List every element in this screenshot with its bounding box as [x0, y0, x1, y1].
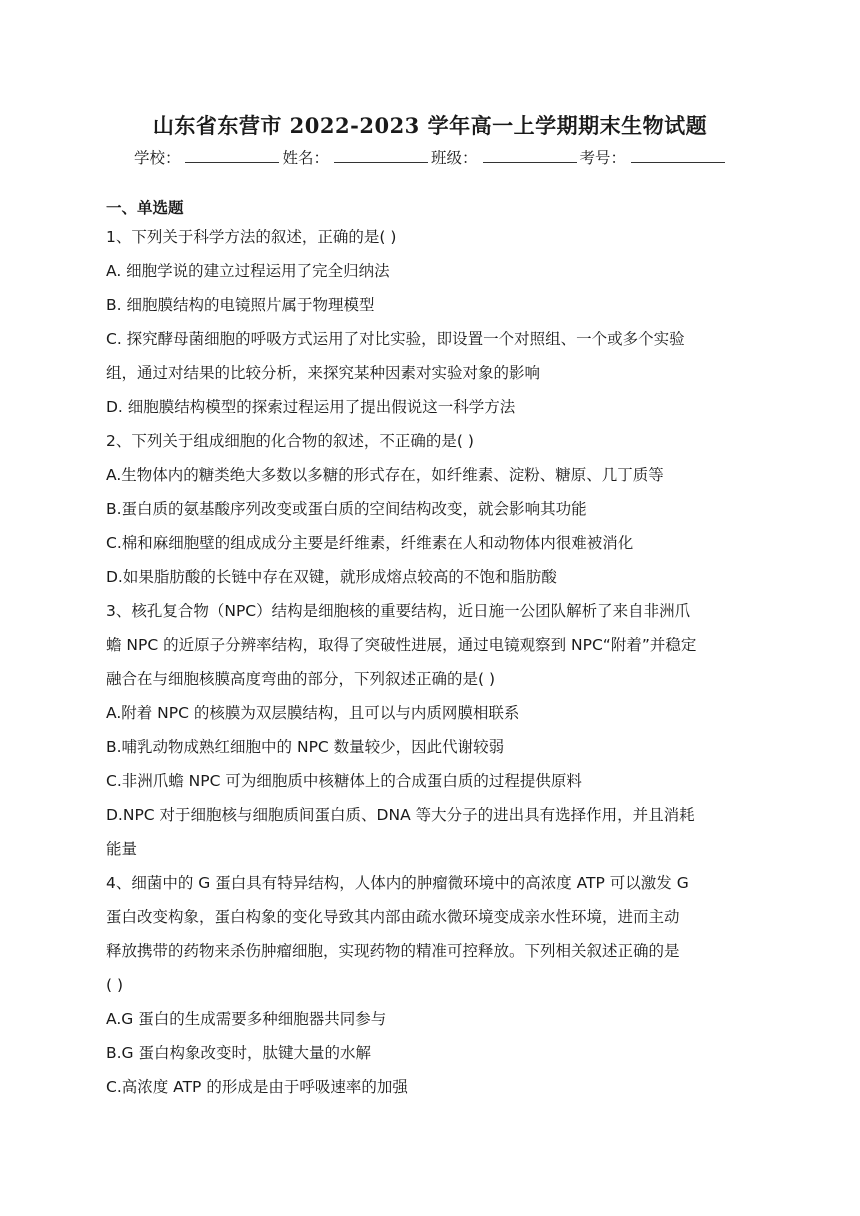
text-line: D. 细胞膜结构模型的探索过程运用了提出假说这一科学方法: [106, 398, 516, 416]
text-line: 释放携带的药物来杀伤肿瘤细胞，实现药物的精准可控释放。下列相关叙述正确的是: [106, 942, 680, 960]
text-line: B.哺乳动物成熟红细胞中的 NPC 数量较少，因此代谢较弱: [106, 738, 505, 756]
text-line: A.G 蛋白的生成需要多种细胞器共同参与: [106, 1010, 387, 1028]
class-blank: [483, 147, 577, 163]
section-title: 一、单选题: [106, 199, 184, 217]
text-line: D.NPC 对于细胞核与细胞质间蛋白质、DNA 等大分子的进出具有选择作用，并且消耗: [106, 806, 695, 824]
text-line: B. 细胞膜结构的电镜照片属于物理模型: [106, 296, 375, 314]
text-line: C.非洲爪蟾 NPC 可为细胞质中核糖体上的合成蛋白质的过程提供原料: [106, 772, 582, 790]
text-line: A. 细胞学说的建立过程运用了完全归纳法: [106, 262, 390, 280]
number-blank: [631, 147, 725, 163]
text-line: B.蛋白质的氨基酸序列改变或蛋白质的空间结构改变，就会影响其功能: [106, 500, 587, 518]
text-line: C.棉和麻细胞壁的组成成分主要是纤维素，纤维素在人和动物体内很难被消化: [106, 534, 634, 552]
text-line: D.如果脂肪酸的长链中存在双键，就形成熔点较高的不饱和脂肪酸: [106, 568, 557, 586]
text-line: 4、细菌中的 G 蛋白具有特异结构，人体内的肿瘤微环境中的高浓度 ATP 可以激发 G: [106, 874, 689, 892]
student-info-row: [0, 146, 860, 168]
text-line: C. 探究酵母菌细胞的呼吸方式运用了对比实验，即设置一个对照组、一个或多个实验: [106, 330, 685, 348]
text-line: 蟾 NPC 的近原子分辨率结构，取得了突破性进展，通过电镜观察到 NPC“附着”并稳定: [106, 636, 697, 654]
text-line: 能量: [106, 840, 138, 858]
text-line: A.生物体内的糖类绝大多数以多糖的形式存在，如纤维素、淀粉、糖原、几丁质等: [106, 466, 664, 484]
school-blank: [185, 147, 279, 163]
text-line: 融合在与细胞核膜高度弯曲的部分，下列叙述正确的是( ): [106, 670, 496, 688]
text-line: 3、核孔复合物（NPC）结构是细胞核的重要结构，近日施一公团队解析了来自非洲爪: [106, 602, 691, 620]
question-body: [106, 220, 766, 1104]
text-line: ( ): [106, 976, 124, 994]
number-label: 考号：: [579, 149, 627, 167]
name-blank: [334, 147, 428, 163]
text-line: 组，通过对结果的比较分析，来探究某种因素对实验对象的影响: [106, 364, 541, 382]
text-line: 1、下列关于科学方法的叙述，正确的是( ): [106, 228, 397, 246]
class-label: 班级：: [431, 149, 478, 167]
text-line: 蛋白改变构象，蛋白构象的变化导致其内部由疏水微环境变成亲水性环境，进而主动: [106, 908, 680, 926]
exam-title: 山东省东营市 2022-2023 学年高一上学期期末生物试题: [152, 113, 708, 138]
name-label: 姓名：: [282, 149, 329, 167]
school-label: 学校：: [133, 149, 181, 167]
text-line: A.附着 NPC 的核膜为双层膜结构，且可以与内质网膜相联系: [106, 704, 520, 722]
text-line: 2、下列关于组成细胞的化合物的叙述，不正确的是( ): [106, 432, 474, 450]
text-line: C.高浓度 ATP 的形成是由于呼吸速率的加强: [106, 1078, 408, 1096]
text-line: B.G 蛋白构象改变时，肽键大量的水解: [106, 1044, 371, 1062]
